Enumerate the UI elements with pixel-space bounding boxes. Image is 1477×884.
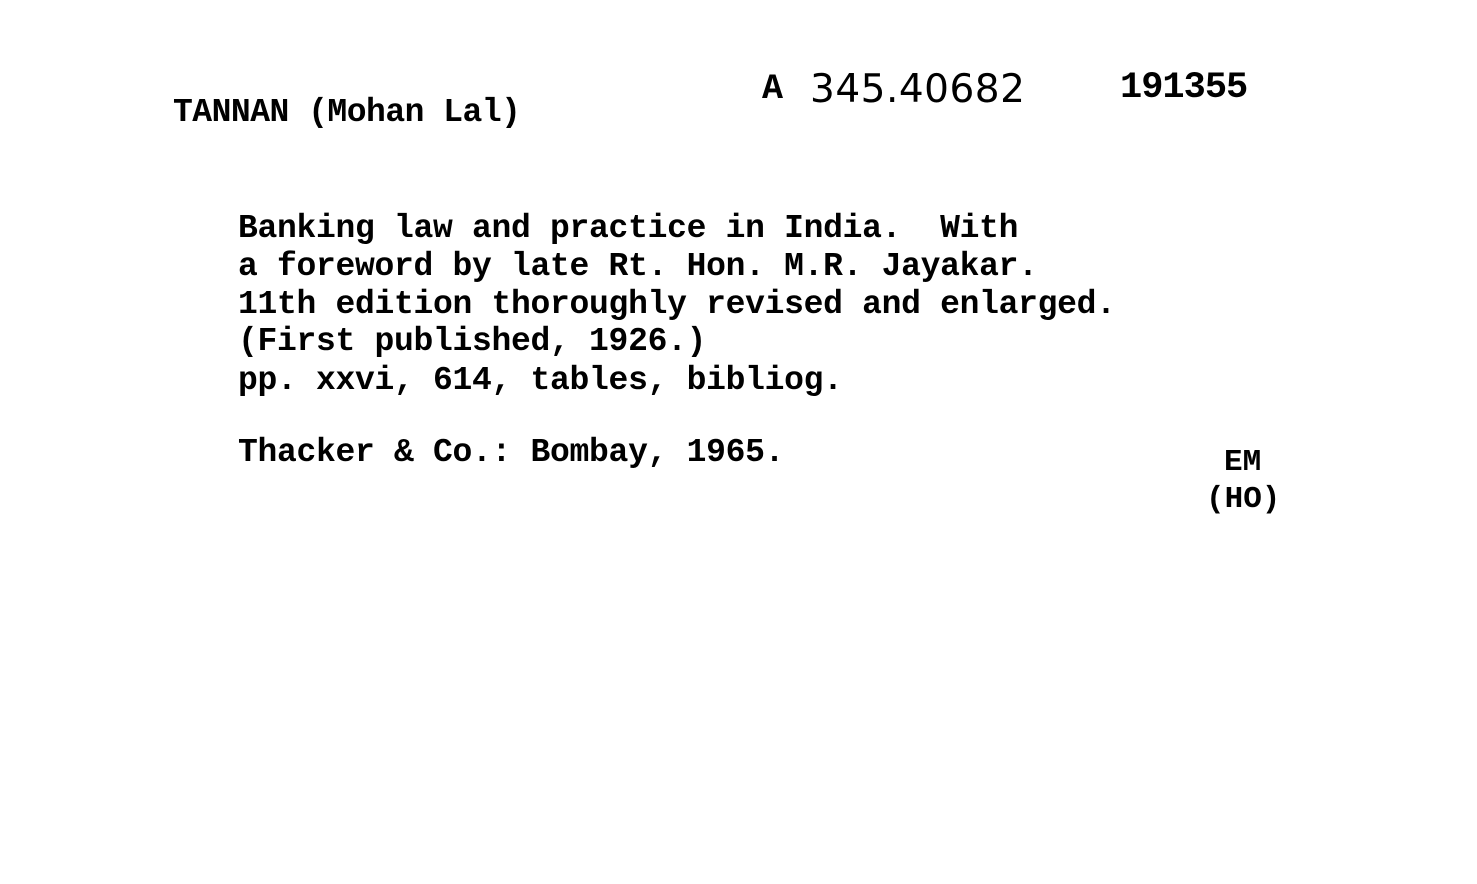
description-line: (First published, 1926.)	[238, 323, 707, 360]
author-heading: TANNAN (Mohan Lal)	[173, 94, 521, 131]
call-number: 345.40682	[810, 67, 1026, 112]
description-line: pp. xxvi, 614, tables, bibliog.	[238, 362, 843, 399]
accession-number: 191355	[1120, 67, 1248, 109]
description-line: 11th edition thoroughly revised and enlarged.	[238, 286, 1116, 323]
location-subcode: (HO)	[1206, 482, 1281, 517]
description-line: a foreword by late Rt. Hon. M.R. Jayakar.	[238, 248, 1038, 285]
call-number-prefix: A	[762, 69, 784, 109]
imprint-line: Thacker & Co.: Bombay, 1965.	[238, 434, 785, 471]
description-line: Banking law and practice in India. With	[238, 210, 1019, 247]
location-code: EM	[1224, 445, 1262, 480]
